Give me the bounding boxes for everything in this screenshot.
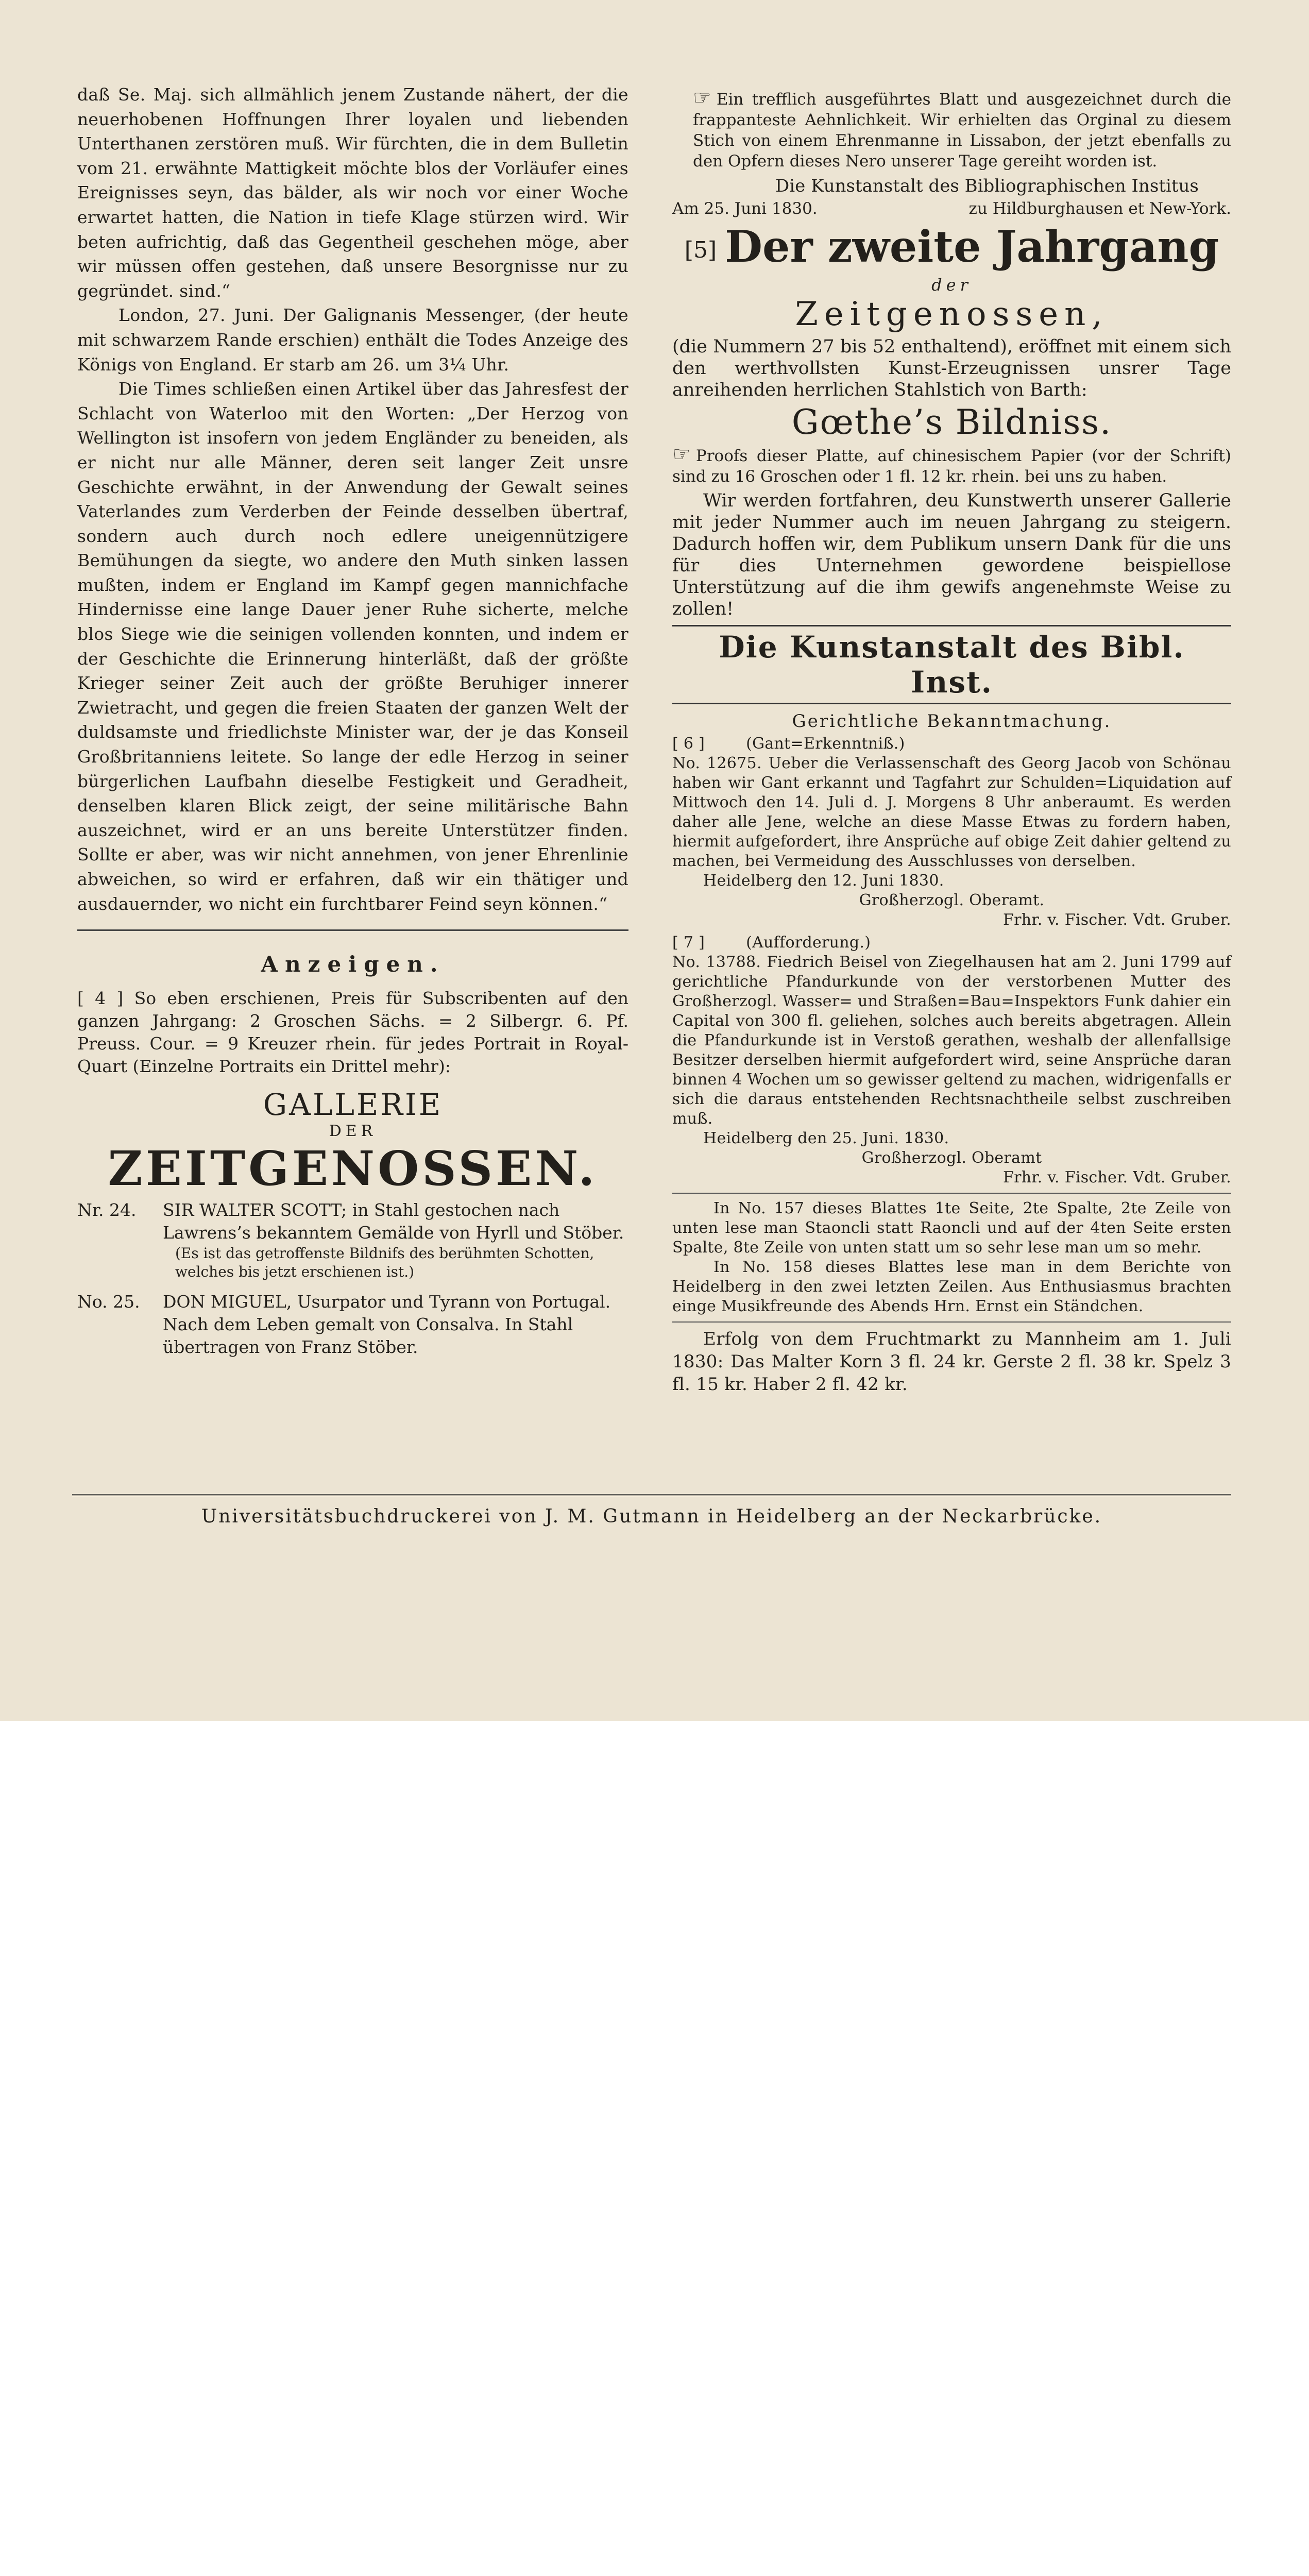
entry-number: Nr. 24. bbox=[77, 1200, 137, 1221]
der-label: der bbox=[931, 275, 972, 295]
errata bbox=[672, 1199, 1231, 1316]
headline: [5] Der zweite Jahrgang bbox=[684, 221, 1219, 272]
notice-text: No. 13788. Fiedrich Beisel von Ziegelhausen hat am 2. Juni 1799 auf gerichtliche Pfandurkunde von der verstorbenen Mutter des Großherzogl. Wasser= und Straßen=Bau=Inspektors Funk dahier ein Capital von 300 fl. geliehen, solches auch bereits abgetragen. Allein die Pfandurkunde ist in Verstoß gerathen, weshalb der allenfallsige Besitzer derselben hiermit aufgefordert wird, seine Ansprüche daran binnen 4 Wochen um so gewisser geltend zu machen, widrigenfalls er sich die daraus entstehenden Rechtsnachtheile selbst zuschreiben muß. bbox=[672, 953, 1231, 1128]
notice-signature: Frhr. v. Fischer. Vdt. Gruber. bbox=[1002, 910, 1231, 929]
place-line: zu Hildburghausen et New-York. bbox=[968, 199, 1231, 218]
notice-office: Großherzogl. Oberamt bbox=[861, 1148, 1042, 1167]
market-report: Erfolg von dem Fruchtmarkt zu Mannheim am 1. Juli 1830: Das Malter Korn 3 fl. 24 kr. Gerste 2 fl. 38 kr. Spelz 3 fl. 15 kr. Haber 2 fl. 42 kr. bbox=[672, 1328, 1231, 1395]
notice-subtitle: (Aufforderung.) bbox=[746, 933, 871, 952]
paragraph: Die Times schließen einen Artikel über das Jahresfest der Schlacht von Waterloo mit den Worten: „Der Herzog von Wellington ist insofern von jedem Engländer zu beneiden, als er nicht nur alle Männer, deren seit langer Zeit unsre Geschichte erwähnt, in der Anwendung der Gewalt seines Vaterlandes zum Verderben der Feinde desselben übertraf, sondern auch durch noch edlere uneigennützigere Bemühungen da siegte, wo andere den Muth sinken lassen mußten, indem er England im Kampf gegen mannichfache Hindernisse eine lange Dauer jener Ruhe sicherte, melche blos Siege wie die seinigen vollenden konnten, und indem er der Geschichte die Erinnerung hinterläßt, daß der größte Krieger seiner Zeit auch der größte Beruhiger innerer Zwietracht, und gegen die freien Staaten der ganzen Welt der duldsamste und friedlichste Minister war, der je das Konseil Großbritanniens leitete. So lange der edle Herzog in seiner bürgerlichen Laufbahn dieselbe Festigkeit und Geradheit, denselben klaren Blick zeigt, der seine militärische Bahn auszeichnet, wird er an uns bereite Unterstützer finden. Sollte er aber, was wir nicht annehmen, von jener Ehrenlinie abweichen, so wird er erfahren, daß wir ein thätiger und ausdauernder, wo nicht ein furchtbarer Feind seyn können.“ bbox=[77, 379, 628, 914]
list-item bbox=[77, 1199, 628, 1281]
right-column bbox=[672, 88, 1231, 1396]
entry-note: (Es ist das getroffenste Bildnifs des berühmten Schotten, welches bis jetzt erschienen ist.) bbox=[175, 1245, 594, 1281]
promo-text: ☞ Ein trefflich ausgeführtes Blatt und ausgezeichnet durch die frappanteste Aehnlichkeit. Wir erhielten das Orginal zu diesem Stich von einem Ehrenmanne in Lissabon, der jetzt ebenfalls zu den Opfern dieses Nero unserer Tage gereiht worden ist. bbox=[693, 86, 1231, 171]
printer-imprint: Universitätsbuchdruckerei von J. M. Gutmann in Heidelberg an der Neckarbrücke. bbox=[201, 1506, 1102, 1527]
errata-text: In No. 157 dieses Blattes 1te Seite, 2te Spalte, 2te Zeile von unten lese man Staoncli statt Raoncli und auf der 4ten Seite ersten Spalte, 8te Zeile von unten statt um so sehr lese man um so mehr. bbox=[672, 1199, 1231, 1257]
zeitgenossen-heading: Zeitgenossen, bbox=[795, 295, 1109, 333]
paragraph: London, 27. Juni. Der Galignanis Messenger, (der heute mit schwarzem Rande erschien) enthält die Todes Anzeige des Königs von England. Er starb am 26. um 3¼ Uhr. bbox=[77, 305, 628, 375]
pointing-hand-icon: ☞ bbox=[693, 86, 711, 110]
gallerie-title: GALLERIE bbox=[263, 1087, 443, 1123]
notice-signature: Frhr. v. Fischer. Vdt. Gruber. bbox=[1002, 1168, 1231, 1187]
proofs-text: ☞ Proofs dieser Platte, auf chinesischem Papier (vor der Schrift) sind zu 16 Groschen oder 1 fl. 12 kr. rhein. bei uns zu haben. bbox=[672, 443, 1231, 486]
date-line: Am 25. Juni 1830. bbox=[672, 199, 818, 218]
left-column bbox=[77, 82, 628, 1359]
entry-number: No. 25. bbox=[77, 1292, 140, 1312]
signature-bibliographic: Die Kunstanstalt des Bibliographischen Institus bbox=[775, 176, 1199, 196]
entry-text: SIR WALTER SCOTT; in Stahl gestochen nach Lawrens’s bekanntem Gemälde von Hyrll und Stöber. bbox=[163, 1200, 624, 1243]
footer-bar bbox=[0, 1721, 1309, 1827]
notice-6 bbox=[672, 734, 1231, 930]
divider bbox=[77, 929, 628, 931]
ad-4-text: [ 4 ] So eben erschienen, Preis für Subscribenten auf den ganzen Jahrgang: 2 Groschen Sächs. = 2 Silbergr. 6. Pf. Preuss. Cour. = 9 Kreuzer rhein. für jedes Portrait in Royal-Quart (Einzelne Portraits ein Drittel mehr): bbox=[77, 988, 628, 1077]
notice-office: Großherzogl. Oberamt. bbox=[859, 891, 1045, 909]
zeitgenossen-title: ZEITGENOSSEN. bbox=[108, 1141, 598, 1197]
der-title: DER bbox=[329, 1122, 377, 1141]
entry-text: DON MIGUEL, Usurpator und Tyrann von Portugal. Nach dem Leben gemalt von Consalva. In Stahl übertragen von Franz Stöber. bbox=[163, 1292, 611, 1358]
errata-text: In No. 158 dieses Blattes lese man in dem Berichte von Heidelberg in den zwei letzten Zeilen. Aus Enthusiasmus brachten einge Musikfreunde des Abends Hrn. Ernst ein Ständchen. bbox=[672, 1258, 1231, 1315]
paragraph: daß Se. Maj. sich allmählich jenem Zustande nähert, der die neuerhobenen Hoffnungen Ihrer loyalen und liebenden Unterthanen zerstören muß. Wir fürchten, die in dem Bulletin vom 21. erwähnte Mattigkeit möchte blos der Vorläufer eines Ereignisses seyn, das bälder, als wir noch vor einer Woche erwartet hatten, die Nation in tiefe Klage stürzen wird. Wir beten aufrichtig, daß das Gegentheil geschehen möge, aber wir müssen offen gestehen, daß unsere Besorgnisse nur zu gegründet. sind.“ bbox=[77, 84, 628, 301]
footer-rule bbox=[72, 1494, 1231, 1496]
continue-text: Wir werden fortfahren, deu Kunstwerth unserer Gallerie mit jeder Nummer auch im neuen Jahrgang zu steigern. Dadurch hoffen wir, dem Publikum unsern Dank für die uns für dies Unternehmen gewordene beispiellose Unterstützung auf die ihm gewifs angenehmste Weise zu zollen! bbox=[672, 490, 1231, 619]
notice-subtitle: (Gant=Erkenntniß.) bbox=[746, 734, 905, 753]
goethe-title: Gœthe’s Bildniss. bbox=[791, 402, 1112, 442]
intro-text: (die Nummern 27 bis 52 enthaltend), eröffnet mit einem sich den werthvollsten Kunst-Erzeugnissen unsrer Tage anreihenden herrlichen Stahlstich von Barth: bbox=[672, 336, 1231, 400]
notice-text: No. 12675. Ueber die Verlassenschaft des Georg Jacob von Schönau haben wir Gant erkannt und Tagfahrt zur Schulden=Liquidation auf Mittwoch den 14. Juli d. J. Morgens 8 Uhr anberaumt. Es werden daher alle Jene, welche an diese Masse Etwas zu fordern haben, hiermit aufgefordert, ihre Ansprüche auf obige Zeit dahier geltend zu machen, bei Vermeidung des Ausschlusses von derselben. bbox=[672, 754, 1231, 870]
court-heading: Gerichtliche Bekanntmachung. bbox=[792, 711, 1112, 732]
notice-number: [ 7 ] bbox=[672, 933, 705, 952]
list-item bbox=[77, 1291, 628, 1359]
notice-date: Heidelberg den 12. Juni 1830. bbox=[703, 871, 944, 890]
divider bbox=[672, 1193, 1231, 1194]
date-place-line bbox=[672, 199, 1231, 218]
anzeigen-heading: Anzeigen. bbox=[261, 952, 445, 977]
notice-7 bbox=[672, 933, 1231, 1188]
left-article bbox=[77, 82, 628, 916]
notice-date: Heidelberg den 25. Juni. 1830. bbox=[703, 1129, 949, 1147]
notice-number: [ 6 ] bbox=[672, 734, 705, 753]
pointing-hand-icon: ☞ bbox=[672, 443, 691, 466]
divider bbox=[672, 1321, 1231, 1323]
signature-kunstanstalt: Die Kunstanstalt des Bibl. Inst. bbox=[672, 625, 1231, 704]
